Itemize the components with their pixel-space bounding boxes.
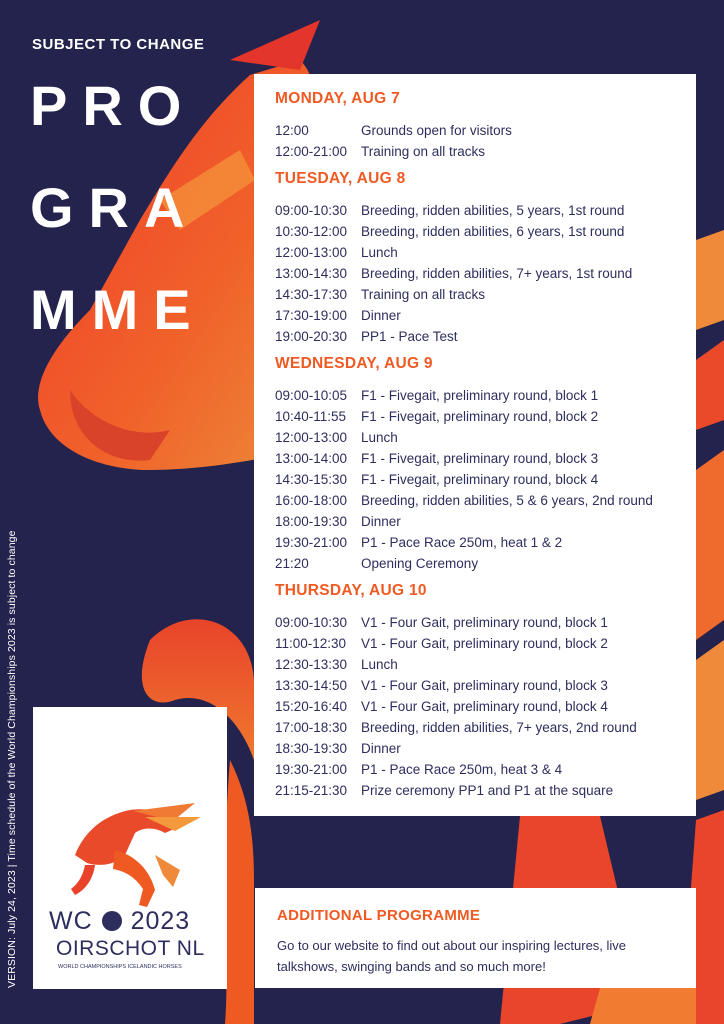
event-name: Opening Ceremony [361,556,479,571]
schedule-row [275,469,696,490]
schedule-row [275,738,696,759]
additional-programme-card [255,888,696,988]
location-text: OIRSCHOT NL [56,937,205,960]
schedule-row [275,427,696,448]
day-heading: WEDNESDAY, AUG 9 [275,355,433,372]
schedule-row [275,675,696,696]
schedule-row [275,284,696,305]
schedule-row [275,612,696,633]
schedule-row [275,141,696,162]
event-name: V1 - Four Gait, preliminary round, block 4 [361,699,608,714]
year-text: 2023 [130,907,191,935]
schedule-row [275,242,696,263]
schedule-row [275,633,696,654]
event-name: Dinner [361,308,401,323]
schedule-row [275,490,696,511]
event-time: 17:00-18:30 [275,720,348,735]
additional-programme-title: ADDITIONAL PROGRAMME [277,907,481,924]
wc-2023-wordmark [49,907,213,936]
event-time: 12:30-13:30 [275,657,348,672]
event-time: 13:30-14:50 [275,678,348,693]
event-name: PP1 - Pace Test [361,329,458,344]
schedule-row [275,263,696,284]
event-name: Breeding, ridden abilities, 5 years, 1st round [361,203,625,218]
event-name: Lunch [361,657,398,672]
event-name: Training on all tracks [361,144,486,159]
event-name: Lunch [361,430,398,445]
schedule-panel [254,74,696,816]
event-name: V1 - Four Gait, preliminary round, block 1 [361,615,608,630]
schedule-row [275,448,696,469]
event-time: 14:30-15:30 [275,472,348,487]
schedule-row [275,385,696,406]
schedule-row [275,717,696,738]
event-time: 11:00-12:30 [275,636,347,651]
ball-icon [102,911,122,931]
schedule-row [275,326,696,347]
event-name: Breeding, ridden abilities, 7+ years, 1st round [361,266,633,281]
event-time: 16:00-18:00 [275,493,348,508]
event-name: Breeding, ridden abilities, 6 years, 1st round [361,224,625,239]
version-side-text: VERSION: July 24, 2023 | Time schedule of the World Championships 2023 is subject to change [6,530,18,988]
event-time: 09:00-10:30 [275,203,348,218]
event-name: Prize ceremony PP1 and P1 at the square [361,783,614,798]
event-time: 12:00-13:00 [275,430,348,445]
schedule-row [275,120,696,141]
subject-to-change-label: SUBJECT TO CHANGE [32,36,205,53]
schedule-row [275,654,696,675]
event-name: Grounds open for visitors [361,123,512,138]
event-name: F1 - Fivegait, preliminary round, block 2 [361,409,599,424]
schedule-row [275,406,696,427]
event-time: 12:00-13:00 [275,245,348,260]
schedule-row [275,305,696,326]
event-time: 15:20-16:40 [275,699,348,714]
schedule-row [275,511,696,532]
event-name: Training on all tracks [361,287,486,302]
event-name: Lunch [361,245,398,260]
event-time: 21:15-21:30 [275,783,348,798]
event-name: F1 - Fivegait, preliminary round, block 3 [361,451,599,466]
event-name: P1 - Pace Race 250m, heat 3 & 4 [361,762,563,777]
schedule-row [275,780,696,801]
event-logo-card [33,707,227,989]
event-time: 12:00-21:00 [275,144,348,159]
event-time: 19:30-21:00 [275,535,348,550]
event-name: P1 - Pace Race 250m, heat 1 & 2 [361,535,563,550]
schedule-row [275,553,696,574]
event-time: 13:00-14:00 [275,451,348,466]
schedule-row [275,759,696,780]
event-name: Dinner [361,514,401,529]
event-time: 19:00-20:30 [275,329,348,344]
event-name: V1 - Four Gait, preliminary round, block 2 [361,636,608,651]
wc-text: WC [49,907,93,935]
event-time: 10:40-11:55 [275,409,347,424]
event-name: F1 - Fivegait, preliminary round, block 1 [361,388,599,403]
event-time: 19:30-21:00 [275,762,348,777]
event-name: V1 - Four Gait, preliminary round, block 3 [361,678,608,693]
event-time: 09:00-10:05 [275,388,348,403]
event-time: 12:00 [275,123,309,138]
day-heading: TUESDAY, AUG 8 [275,170,406,187]
horse-logo-icon [55,795,205,915]
schedule-row [275,200,696,221]
event-time: 21:20 [275,556,309,571]
event-time: 18:30-19:30 [275,741,348,756]
event-time: 13:00-14:30 [275,266,348,281]
event-time: 17:30-19:00 [275,308,348,323]
title-line-3: MME [30,278,206,341]
event-name: Breeding, ridden abilities, 7+ years, 2nd round [361,720,637,735]
schedule-row [275,696,696,717]
event-name: Dinner [361,741,401,756]
event-time: 09:00-10:30 [275,615,348,630]
event-time: 10:30-12:00 [275,224,348,239]
additional-programme-text: Go to our website to find out about our inspiring lectures, live talkshows, swinging bands and so much more! [277,938,627,974]
event-time: 14:30-17:30 [275,287,348,302]
day-heading: THURSDAY, AUG 10 [275,582,427,599]
schedule-row [275,532,696,553]
event-time: 18:00-19:30 [275,514,348,529]
title-line-1: PRO [30,74,197,137]
title-line-2: GRA [30,176,200,239]
day-heading: MONDAY, AUG 7 [275,90,401,107]
event-name: Breeding, ridden abilities, 5 & 6 years, 2nd round [361,493,653,508]
championship-subtitle: WORLD CHAMPIONSHIPS ICELANDIC HORSES [58,964,182,970]
schedule-row [275,221,696,242]
event-name: F1 - Fivegait, preliminary round, block 4 [361,472,599,487]
